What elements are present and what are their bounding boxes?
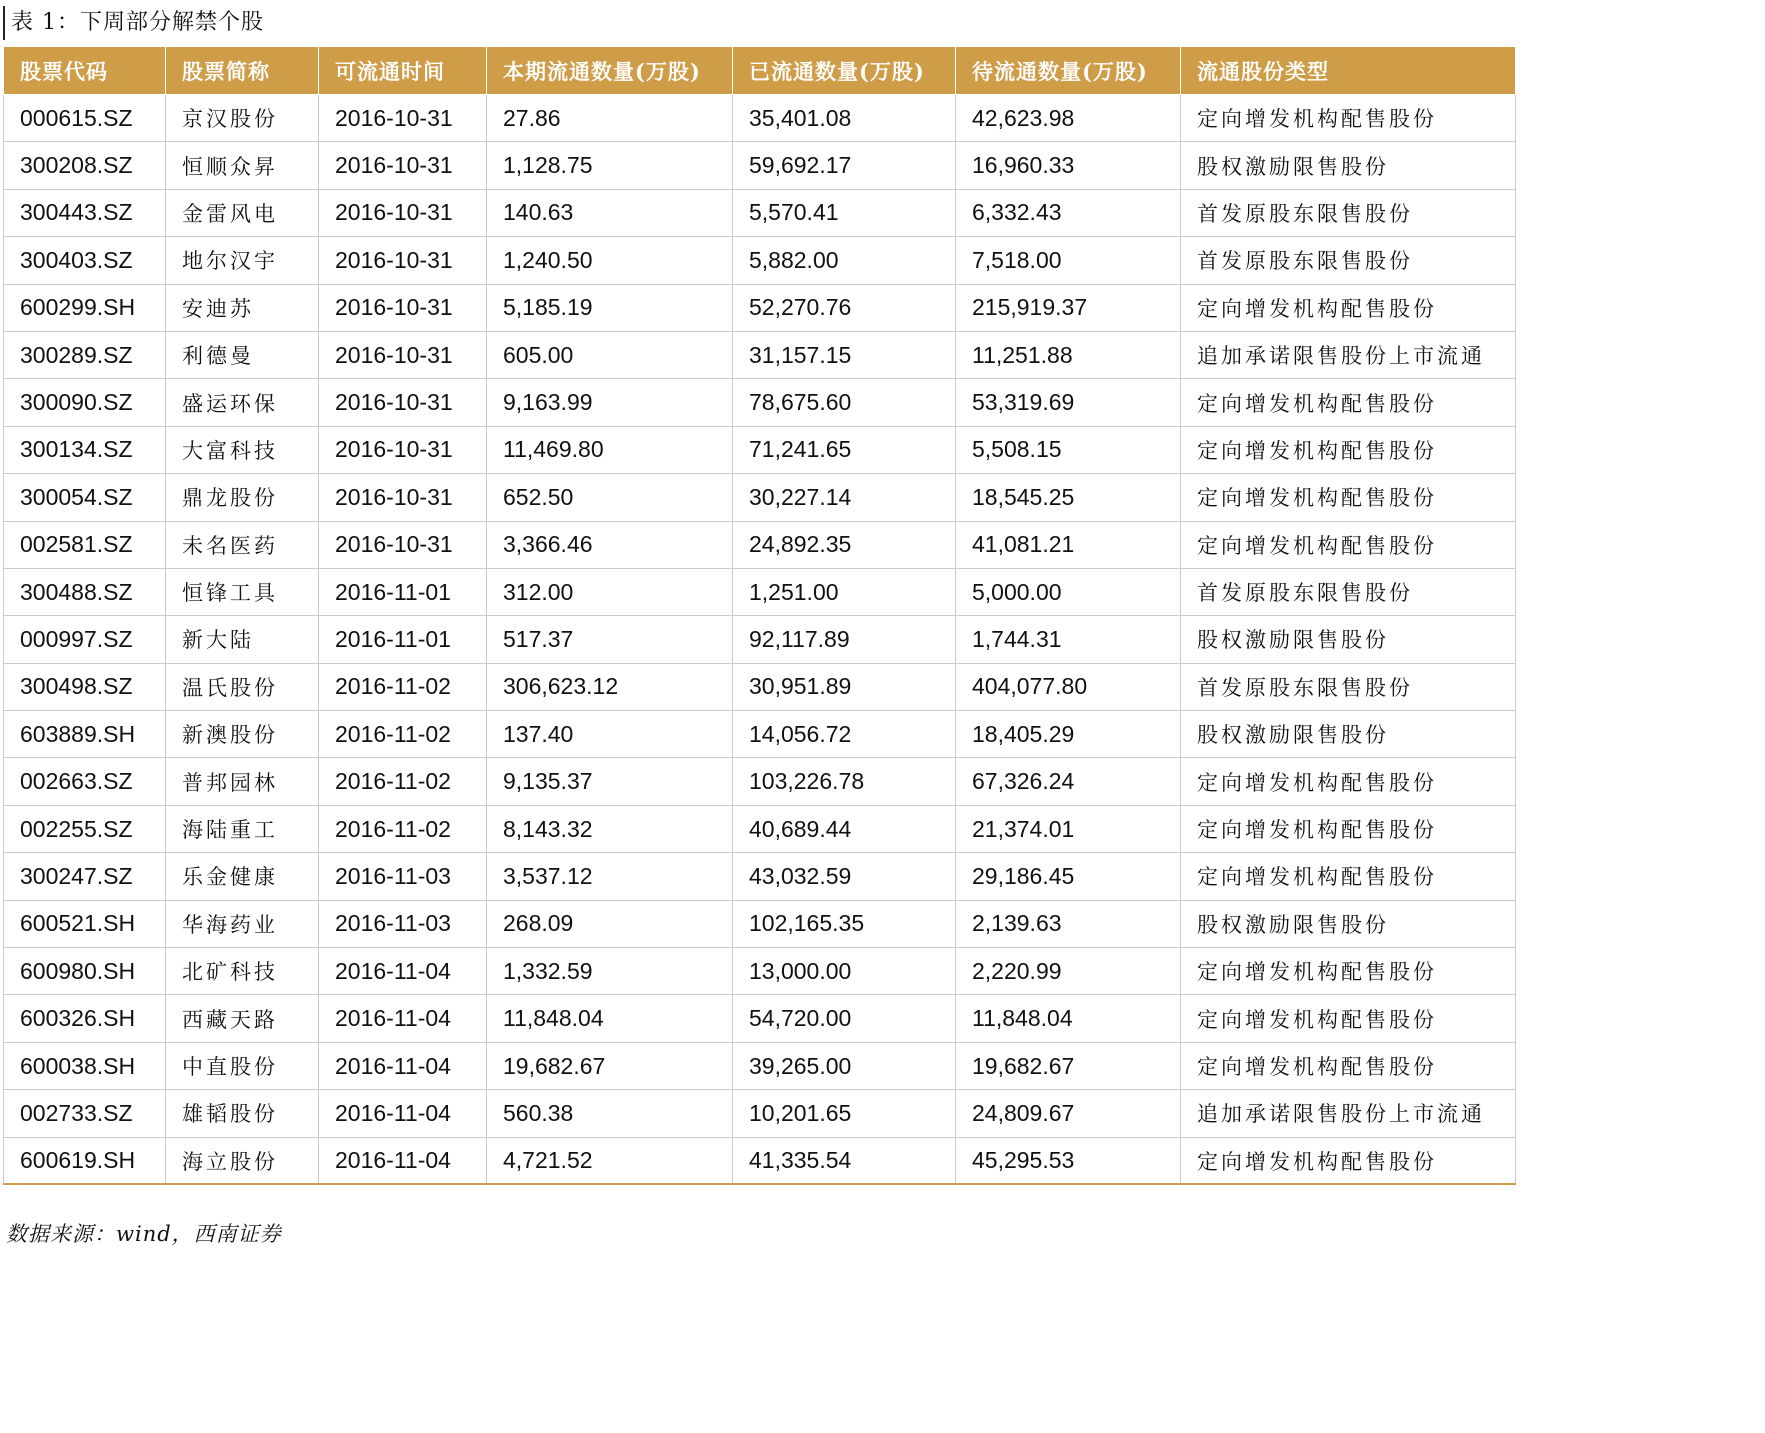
table-header-row bbox=[4, 47, 1516, 95]
circulated-quantity-cell: 52,270.76 bbox=[733, 284, 956, 331]
pending-quantity-cell: 5,000.00 bbox=[956, 568, 1181, 615]
table-row bbox=[4, 948, 1516, 995]
pending-quantity-cell: 404,077.80 bbox=[956, 663, 1181, 710]
stock-name-cell: 华海药业 bbox=[166, 900, 319, 947]
current-quantity-cell: 605.00 bbox=[487, 331, 733, 378]
stock-name-cell: 雄韬股份 bbox=[166, 1090, 319, 1137]
circulated-quantity-cell: 35,401.08 bbox=[733, 95, 956, 142]
current-quantity-cell: 306,623.12 bbox=[487, 663, 733, 710]
tradable-date-cell: 2016-11-04 bbox=[319, 1090, 487, 1137]
stock-code-cell: 600521.SH bbox=[4, 900, 166, 947]
stock-name-cell: 海陆重工 bbox=[166, 805, 319, 852]
pending-quantity-cell: 42,623.98 bbox=[956, 95, 1181, 142]
share-type-cell: 定向增发机构配售股份 bbox=[1181, 1042, 1516, 1089]
tradable-date-cell: 2016-11-04 bbox=[319, 995, 487, 1042]
column-header-circulated-quantity: 已流通数量(万股) bbox=[733, 47, 956, 95]
stock-name-cell: 温氏股份 bbox=[166, 663, 319, 710]
stock-code-cell: 300443.SZ bbox=[4, 189, 166, 236]
stock-code-cell: 600038.SH bbox=[4, 1042, 166, 1089]
circulated-quantity-cell: 30,227.14 bbox=[733, 474, 956, 521]
current-quantity-cell: 560.38 bbox=[487, 1090, 733, 1137]
circulated-quantity-cell: 103,226.78 bbox=[733, 758, 956, 805]
stock-name-cell: 新大陆 bbox=[166, 616, 319, 663]
current-quantity-cell: 517.37 bbox=[487, 616, 733, 663]
table-row bbox=[4, 189, 1516, 236]
stock-name-cell: 盛运环保 bbox=[166, 379, 319, 426]
table-row bbox=[4, 663, 1516, 710]
table-row bbox=[4, 1137, 1516, 1184]
pending-quantity-cell: 6,332.43 bbox=[956, 189, 1181, 236]
tradable-date-cell: 2016-10-31 bbox=[319, 474, 487, 521]
column-header-name: 股票简称 bbox=[166, 47, 319, 95]
current-quantity-cell: 3,366.46 bbox=[487, 521, 733, 568]
pending-quantity-cell: 2,220.99 bbox=[956, 948, 1181, 995]
circulated-quantity-cell: 31,157.15 bbox=[733, 331, 956, 378]
circulated-quantity-cell: 43,032.59 bbox=[733, 853, 956, 900]
tradable-date-cell: 2016-11-03 bbox=[319, 853, 487, 900]
table-row bbox=[4, 331, 1516, 378]
share-type-cell: 股权激励限售股份 bbox=[1181, 616, 1516, 663]
stock-name-cell: 京汉股份 bbox=[166, 95, 319, 142]
share-type-cell: 首发原股东限售股份 bbox=[1181, 663, 1516, 710]
stock-code-cell: 002581.SZ bbox=[4, 521, 166, 568]
tradable-date-cell: 2016-11-01 bbox=[319, 568, 487, 615]
stock-code-cell: 000997.SZ bbox=[4, 616, 166, 663]
table-row bbox=[4, 95, 1516, 142]
tradable-date-cell: 2016-11-03 bbox=[319, 900, 487, 947]
circulated-quantity-cell: 59,692.17 bbox=[733, 142, 956, 189]
circulated-quantity-cell: 1,251.00 bbox=[733, 568, 956, 615]
stock-name-cell: 新澳股份 bbox=[166, 711, 319, 758]
table-row bbox=[4, 379, 1516, 426]
share-type-cell: 股权激励限售股份 bbox=[1181, 711, 1516, 758]
pending-quantity-cell: 215,919.37 bbox=[956, 284, 1181, 331]
column-header-date: 可流通时间 bbox=[319, 47, 487, 95]
stock-code-cell: 300488.SZ bbox=[4, 568, 166, 615]
circulated-quantity-cell: 5,570.41 bbox=[733, 189, 956, 236]
share-type-cell: 定向增发机构配售股份 bbox=[1181, 995, 1516, 1042]
table-row bbox=[4, 758, 1516, 805]
stock-name-cell: 未名医药 bbox=[166, 521, 319, 568]
stock-code-cell: 300054.SZ bbox=[4, 474, 166, 521]
table-row bbox=[4, 1090, 1516, 1137]
table-row bbox=[4, 284, 1516, 331]
stock-name-cell: 安迪苏 bbox=[166, 284, 319, 331]
current-quantity-cell: 3,537.12 bbox=[487, 853, 733, 900]
table-row bbox=[4, 426, 1516, 473]
table-row bbox=[4, 1042, 1516, 1089]
pending-quantity-cell: 53,319.69 bbox=[956, 379, 1181, 426]
circulated-quantity-cell: 10,201.65 bbox=[733, 1090, 956, 1137]
table-row bbox=[4, 237, 1516, 284]
stock-name-cell: 西藏天路 bbox=[166, 995, 319, 1042]
circulated-quantity-cell: 41,335.54 bbox=[733, 1137, 956, 1184]
circulated-quantity-cell: 71,241.65 bbox=[733, 426, 956, 473]
share-type-cell: 定向增发机构配售股份 bbox=[1181, 284, 1516, 331]
share-type-cell: 定向增发机构配售股份 bbox=[1181, 95, 1516, 142]
stock-name-cell: 大富科技 bbox=[166, 426, 319, 473]
pending-quantity-cell: 18,405.29 bbox=[956, 711, 1181, 758]
share-type-cell: 定向增发机构配售股份 bbox=[1181, 426, 1516, 473]
pending-quantity-cell: 45,295.53 bbox=[956, 1137, 1181, 1184]
tradable-date-cell: 2016-10-31 bbox=[319, 189, 487, 236]
pending-quantity-cell: 16,960.33 bbox=[956, 142, 1181, 189]
table-row bbox=[4, 711, 1516, 758]
current-quantity-cell: 8,143.32 bbox=[487, 805, 733, 852]
tradable-date-cell: 2016-10-31 bbox=[319, 379, 487, 426]
tradable-date-cell: 2016-11-02 bbox=[319, 805, 487, 852]
tradable-date-cell: 2016-11-02 bbox=[319, 711, 487, 758]
circulated-quantity-cell: 78,675.60 bbox=[733, 379, 956, 426]
current-quantity-cell: 1,332.59 bbox=[487, 948, 733, 995]
stock-name-cell: 中直股份 bbox=[166, 1042, 319, 1089]
share-type-cell: 定向增发机构配售股份 bbox=[1181, 805, 1516, 852]
circulated-quantity-cell: 54,720.00 bbox=[733, 995, 956, 1042]
stock-code-cell: 600980.SH bbox=[4, 948, 166, 995]
circulated-quantity-cell: 24,892.35 bbox=[733, 521, 956, 568]
circulated-quantity-cell: 92,117.89 bbox=[733, 616, 956, 663]
share-type-cell: 定向增发机构配售股份 bbox=[1181, 521, 1516, 568]
current-quantity-cell: 140.63 bbox=[487, 189, 733, 236]
tradable-date-cell: 2016-11-04 bbox=[319, 1137, 487, 1184]
current-quantity-cell: 1,128.75 bbox=[487, 142, 733, 189]
current-quantity-cell: 4,721.52 bbox=[487, 1137, 733, 1184]
tradable-date-cell: 2016-11-04 bbox=[319, 1042, 487, 1089]
pending-quantity-cell: 5,508.15 bbox=[956, 426, 1181, 473]
current-quantity-cell: 19,682.67 bbox=[487, 1042, 733, 1089]
stock-code-cell: 603889.SH bbox=[4, 711, 166, 758]
pending-quantity-cell: 24,809.67 bbox=[956, 1090, 1181, 1137]
current-quantity-cell: 9,163.99 bbox=[487, 379, 733, 426]
table-title: 表 1：下周部分解禁个股 bbox=[3, 6, 264, 40]
stock-code-cell: 300134.SZ bbox=[4, 426, 166, 473]
stock-code-cell: 002663.SZ bbox=[4, 758, 166, 805]
stock-name-cell: 恒顺众昇 bbox=[166, 142, 319, 189]
tradable-date-cell: 2016-10-31 bbox=[319, 284, 487, 331]
share-type-cell: 首发原股东限售股份 bbox=[1181, 568, 1516, 615]
stock-code-cell: 300208.SZ bbox=[4, 142, 166, 189]
tradable-date-cell: 2016-10-31 bbox=[319, 521, 487, 568]
circulated-quantity-cell: 5,882.00 bbox=[733, 237, 956, 284]
stock-code-cell: 000615.SZ bbox=[4, 95, 166, 142]
pending-quantity-cell: 41,081.21 bbox=[956, 521, 1181, 568]
stock-code-cell: 300090.SZ bbox=[4, 379, 166, 426]
circulated-quantity-cell: 40,689.44 bbox=[733, 805, 956, 852]
stock-name-cell: 地尔汉宇 bbox=[166, 237, 319, 284]
tradable-date-cell: 2016-10-31 bbox=[319, 237, 487, 284]
stock-name-cell: 北矿科技 bbox=[166, 948, 319, 995]
stock-name-cell: 鼎龙股份 bbox=[166, 474, 319, 521]
pending-quantity-cell: 67,326.24 bbox=[956, 758, 1181, 805]
current-quantity-cell: 1,240.50 bbox=[487, 237, 733, 284]
share-type-cell: 定向增发机构配售股份 bbox=[1181, 379, 1516, 426]
share-type-cell: 首发原股东限售股份 bbox=[1181, 189, 1516, 236]
table-row bbox=[4, 142, 1516, 189]
share-type-cell: 股权激励限售股份 bbox=[1181, 900, 1516, 947]
tradable-date-cell: 2016-11-02 bbox=[319, 663, 487, 710]
tradable-date-cell: 2016-10-31 bbox=[319, 426, 487, 473]
stock-name-cell: 利德曼 bbox=[166, 331, 319, 378]
table-body bbox=[4, 95, 1516, 1185]
share-type-cell: 定向增发机构配售股份 bbox=[1181, 853, 1516, 900]
current-quantity-cell: 137.40 bbox=[487, 711, 733, 758]
circulated-quantity-cell: 30,951.89 bbox=[733, 663, 956, 710]
stock-name-cell: 乐金健康 bbox=[166, 853, 319, 900]
table-row bbox=[4, 568, 1516, 615]
share-type-cell: 定向增发机构配售股份 bbox=[1181, 474, 1516, 521]
pending-quantity-cell: 11,848.04 bbox=[956, 995, 1181, 1042]
stock-name-cell: 海立股份 bbox=[166, 1137, 319, 1184]
current-quantity-cell: 27.86 bbox=[487, 95, 733, 142]
stock-code-cell: 300403.SZ bbox=[4, 237, 166, 284]
pending-quantity-cell: 29,186.45 bbox=[956, 853, 1181, 900]
current-quantity-cell: 312.00 bbox=[487, 568, 733, 615]
current-quantity-cell: 11,848.04 bbox=[487, 995, 733, 1042]
share-type-cell: 追加承诺限售股份上市流通 bbox=[1181, 1090, 1516, 1137]
circulated-quantity-cell: 13,000.00 bbox=[733, 948, 956, 995]
table-row bbox=[4, 521, 1516, 568]
table-row bbox=[4, 805, 1516, 852]
current-quantity-cell: 652.50 bbox=[487, 474, 733, 521]
tradable-date-cell: 2016-11-02 bbox=[319, 758, 487, 805]
circulated-quantity-cell: 39,265.00 bbox=[733, 1042, 956, 1089]
share-type-cell: 定向增发机构配售股份 bbox=[1181, 948, 1516, 995]
share-type-cell: 首发原股东限售股份 bbox=[1181, 237, 1516, 284]
stock-code-cell: 002255.SZ bbox=[4, 805, 166, 852]
share-type-cell: 定向增发机构配售股份 bbox=[1181, 758, 1516, 805]
column-header-current-quantity: 本期流通数量(万股) bbox=[487, 47, 733, 95]
circulated-quantity-cell: 102,165.35 bbox=[733, 900, 956, 947]
stock-code-cell: 300289.SZ bbox=[4, 331, 166, 378]
table-row bbox=[4, 853, 1516, 900]
pending-quantity-cell: 7,518.00 bbox=[956, 237, 1181, 284]
stock-name-cell: 普邦园林 bbox=[166, 758, 319, 805]
current-quantity-cell: 268.09 bbox=[487, 900, 733, 947]
data-source-note: 数据来源：wind，西南证券 bbox=[6, 1222, 282, 1246]
stock-code-cell: 600619.SH bbox=[4, 1137, 166, 1184]
table-row bbox=[4, 474, 1516, 521]
share-type-cell: 股权激励限售股份 bbox=[1181, 142, 1516, 189]
pending-quantity-cell: 2,139.63 bbox=[956, 900, 1181, 947]
unlock-stocks-table bbox=[3, 46, 1516, 1185]
pending-quantity-cell: 19,682.67 bbox=[956, 1042, 1181, 1089]
pending-quantity-cell: 18,545.25 bbox=[956, 474, 1181, 521]
table-row bbox=[4, 900, 1516, 947]
table-row bbox=[4, 616, 1516, 663]
tradable-date-cell: 2016-10-31 bbox=[319, 142, 487, 189]
stock-code-cell: 600299.SH bbox=[4, 284, 166, 331]
stock-name-cell: 恒锋工具 bbox=[166, 568, 319, 615]
stock-code-cell: 002733.SZ bbox=[4, 1090, 166, 1137]
pending-quantity-cell: 1,744.31 bbox=[956, 616, 1181, 663]
stock-code-cell: 600326.SH bbox=[4, 995, 166, 1042]
tradable-date-cell: 2016-10-31 bbox=[319, 95, 487, 142]
pending-quantity-cell: 11,251.88 bbox=[956, 331, 1181, 378]
stock-name-cell: 金雷风电 bbox=[166, 189, 319, 236]
tradable-date-cell: 2016-10-31 bbox=[319, 331, 487, 378]
pending-quantity-cell: 21,374.01 bbox=[956, 805, 1181, 852]
table-row bbox=[4, 995, 1516, 1042]
current-quantity-cell: 5,185.19 bbox=[487, 284, 733, 331]
stock-code-cell: 300247.SZ bbox=[4, 853, 166, 900]
share-type-cell: 定向增发机构配售股份 bbox=[1181, 1137, 1516, 1184]
tradable-date-cell: 2016-11-01 bbox=[319, 616, 487, 663]
current-quantity-cell: 11,469.80 bbox=[487, 426, 733, 473]
column-header-share-type: 流通股份类型 bbox=[1181, 47, 1516, 95]
circulated-quantity-cell: 14,056.72 bbox=[733, 711, 956, 758]
tradable-date-cell: 2016-11-04 bbox=[319, 948, 487, 995]
stock-code-cell: 300498.SZ bbox=[4, 663, 166, 710]
column-header-pending-quantity: 待流通数量(万股) bbox=[956, 47, 1181, 95]
current-quantity-cell: 9,135.37 bbox=[487, 758, 733, 805]
column-header-code: 股票代码 bbox=[4, 47, 166, 95]
share-type-cell: 追加承诺限售股份上市流通 bbox=[1181, 331, 1516, 378]
